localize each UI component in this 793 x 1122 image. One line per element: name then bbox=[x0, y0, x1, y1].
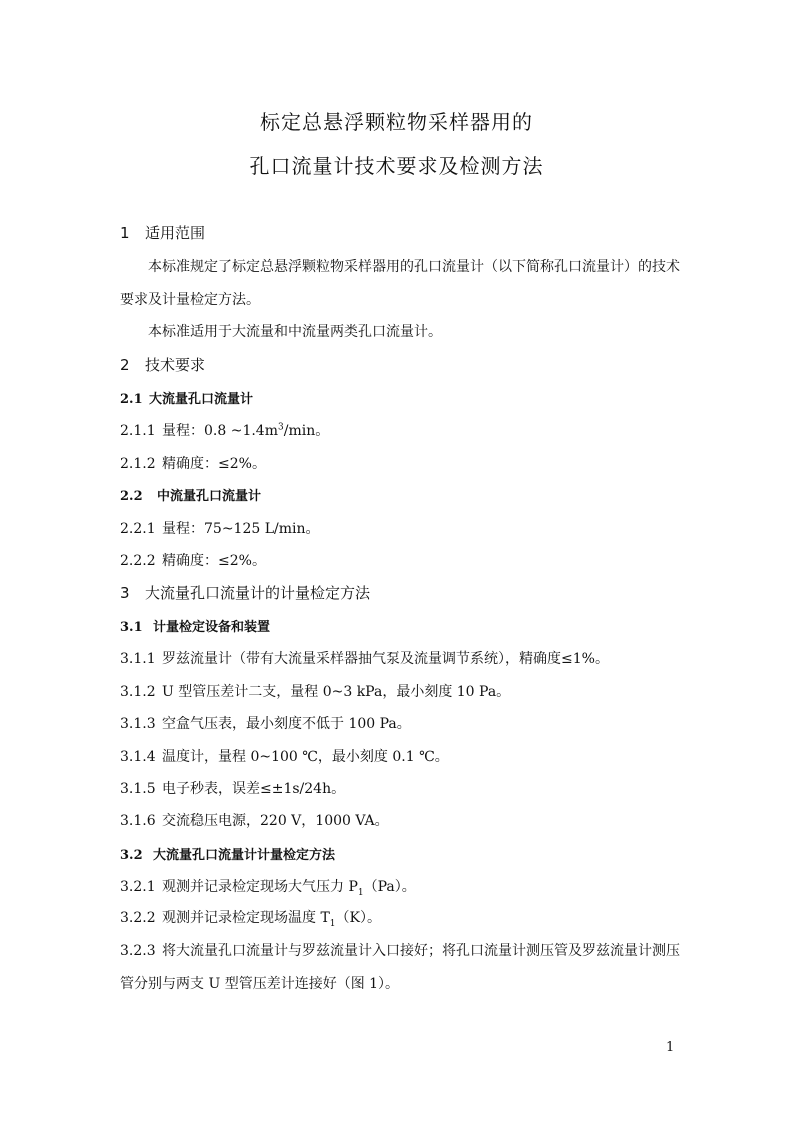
section-2-heading: 2 技术要求 bbox=[120, 356, 206, 374]
paragraph-applicability: 本标准适用于大流量和中流量两类孔口流量计。 bbox=[148, 324, 442, 340]
title-line-2: 孔口流量计技术要求及检测方法 bbox=[249, 154, 544, 178]
subsection-2-2-heading: 2.2 中流量孔口流量计 bbox=[120, 489, 262, 504]
paragraph-scope-line-1: 本标准规定了标定总悬浮颗粒物采样器用的孔口流量计（以下简称孔口流量计）的技术 bbox=[148, 259, 680, 275]
clause-3-1-1: 3.1.1 罗兹流量计（带有大流量采样器抽气泵及流量调节系统），精确度≤1%。 bbox=[120, 651, 609, 667]
clause-3-1-2: 3.1.2 U 型管压差计二支，量程 0~3 kPa，最小刻度 10 Pa。 bbox=[120, 684, 511, 700]
clause-2-2-1: 2.2.1 量程：75~125 L/min。 bbox=[120, 521, 320, 537]
subsection-2-1-heading: 2.1 大流量孔口流量计 bbox=[120, 392, 254, 407]
section-3-heading: 3 大流量孔口流量计的计量检定方法 bbox=[120, 584, 371, 602]
clause-3-2-2: 3.2.2 观测并记录检定现场温度 $T_1(K)$。 bbox=[120, 910, 381, 929]
paragraph-scope-line-2: 要求及计量检定方法。 bbox=[120, 292, 260, 308]
clause-3-1-3: 3.1.3 空盒气压表，最小刻度不低于 100 Pa。 bbox=[120, 716, 411, 732]
clause-2-1-2: 2.1.2 精确度：≤2%。 bbox=[120, 456, 266, 472]
title-line-1: 标定总悬浮颗粒物采样器用的 bbox=[260, 110, 533, 134]
subsection-3-2-heading: 3.2 大流量孔口流量计计量检定方法 bbox=[120, 848, 336, 863]
clause-3-1-4: 3.1.4 温度计，量程 0~100 ℃，最小刻度 0.1 ℃。 bbox=[120, 749, 449, 765]
section-1-heading: 1 适用范围 bbox=[120, 224, 206, 242]
clause-3-2-1: 3.2.1 观测并记录检定现场大气压力 $P_1(Pa)$。 bbox=[120, 879, 416, 898]
clause-2-2-2: 2.2.2 精确度：≤2%。 bbox=[120, 553, 266, 569]
clause-3-2-3-line-2: 管分别与两支 U 型管压差计连接好（图 1）。 bbox=[120, 976, 400, 992]
clause-2-1-1: 2.1.1 量程：0.8 $\sim 1.4m^3/\min$。 bbox=[120, 422, 330, 439]
page-number: 1 bbox=[666, 1040, 675, 1055]
subsection-3-1-heading: 3.1 计量检定设备和装置 bbox=[120, 620, 271, 635]
clause-3-1-5: 3.1.5 电子秒表，误差≤±1s/24h。 bbox=[120, 781, 346, 797]
clause-3-2-3-line-1: 3.2.3 将大流量孔口流量计与罗兹流量计入口接好；将孔口流量计测压管及罗兹流量计测压 bbox=[120, 943, 680, 959]
clause-3-1-6: 3.1.6 交流稳压电源，220 V，1000 VA。 bbox=[120, 813, 389, 829]
